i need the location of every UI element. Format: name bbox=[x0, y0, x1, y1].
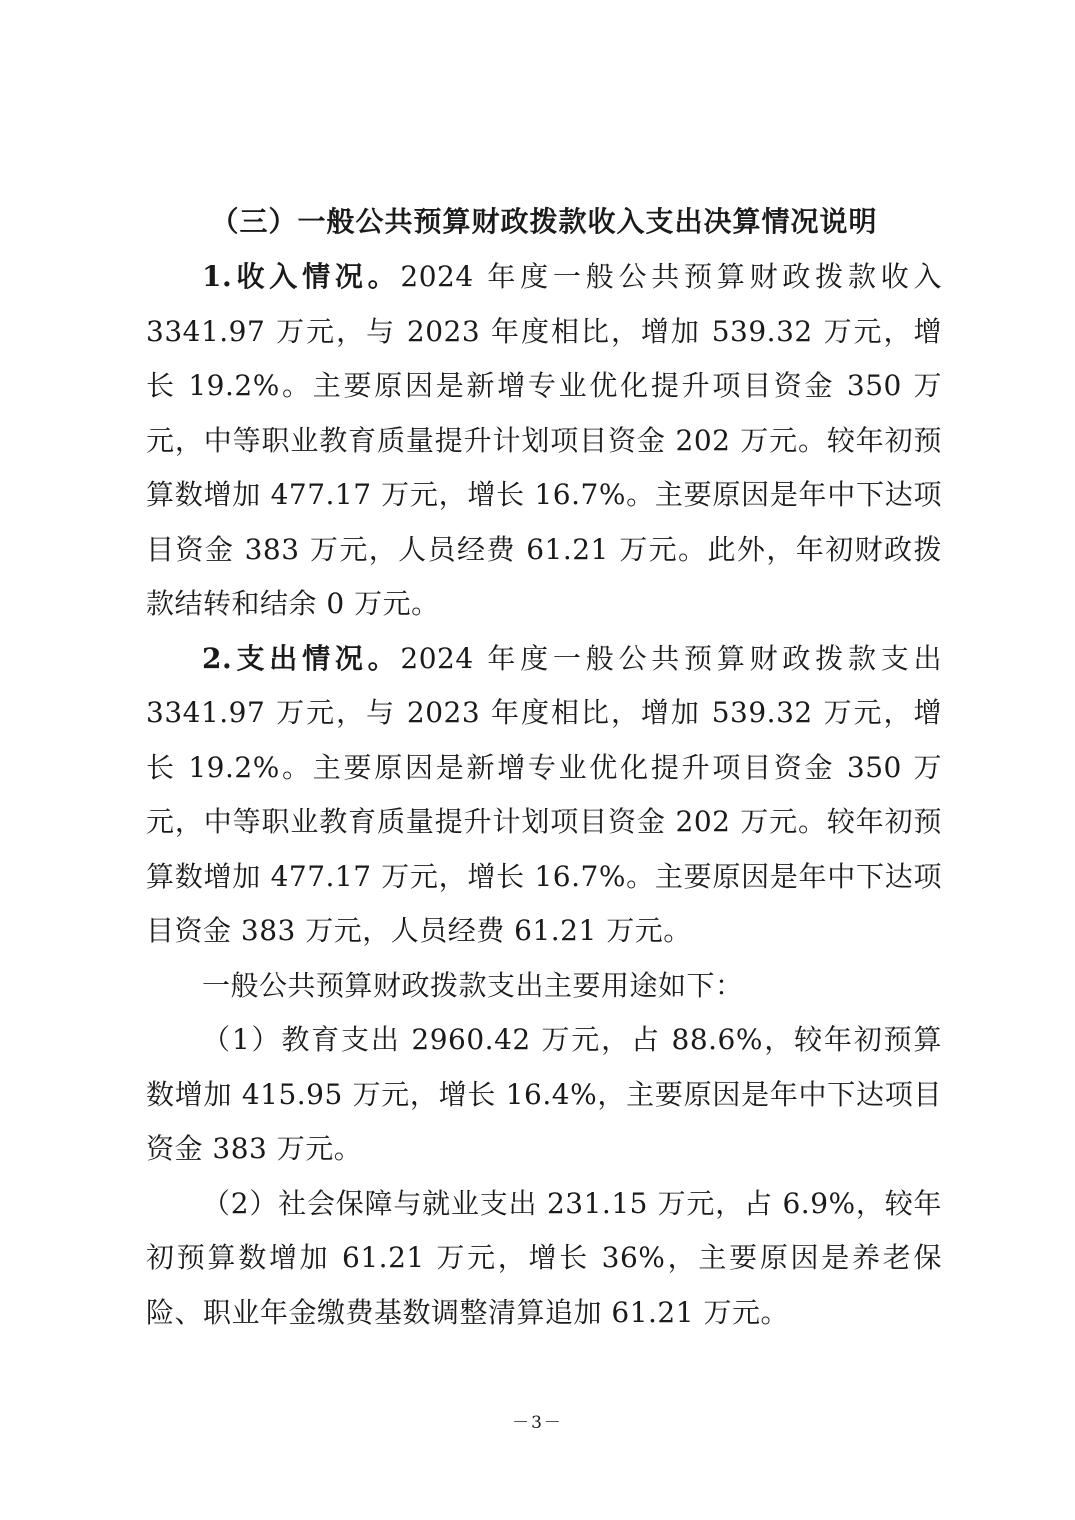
document-body bbox=[146, 196, 942, 1340]
expenditure-text: 2024 年度一般公共预算财政拨款支出 3341.97 万元，与 2023 年度相比，增加 539.32 万元，增长 19.2%。主要原因是新增专业优化提升项目资金 350 万元，中等职业教育质量提升计划项目资金 202 万元。较年初预算数增加 477.17 万元，增长 16.7%。主要原因是年中下达项目资金 383 万元，人员经费 61.21 万元。 bbox=[146, 641, 942, 947]
education-expense-paragraph bbox=[146, 1013, 942, 1177]
expenditure-paragraph bbox=[146, 632, 942, 959]
expenditure-heading: 2.支出情况。 bbox=[202, 641, 401, 675]
usage-intro-text: 一般公共预算财政拨款支出主要用途如下： bbox=[202, 968, 744, 1002]
page-number: －3－ bbox=[512, 1413, 563, 1433]
section-title: （三）一般公共预算财政拨款收入支出决算情况说明 bbox=[210, 205, 878, 238]
income-text: 2024 年度一般公共预算财政拨款收入 3341.97 万元，与 2023 年度相比，增加 539.32 万元，增长 19.2%。主要原因是新增专业优化提升项目资金 350 万元，中等职业教育质量提升计划项目资金 202 万元。较年初预算数增加 477.17 万元，增长 16.7%。主要原因是年中下达项目资金 383 万元，人员经费 61.21 万元。此外，年初财政拨款结转和结余 0 万元。 bbox=[146, 260, 942, 620]
income-paragraph bbox=[146, 250, 942, 632]
social-security-expense-text: （2）社会保障与就业支出 231.15 万元，占 6.9%，较年初预算数增加 61.21 万元，增长 36%，主要原因是养老保险、职业年金缴费基数调整清算追加 61.21 万元。 bbox=[146, 1186, 942, 1329]
usage-intro-paragraph bbox=[146, 959, 942, 1014]
income-heading: 1.收入情况。 bbox=[202, 260, 401, 293]
education-expense-text: （1）教育支出 2960.42 万元，占 88.6%，较年初预算数增加 415.95 万元，增长 16.4%，主要原因是年中下达项目资金 383 万元。 bbox=[146, 1023, 942, 1165]
social-security-expense-paragraph bbox=[146, 1177, 942, 1341]
